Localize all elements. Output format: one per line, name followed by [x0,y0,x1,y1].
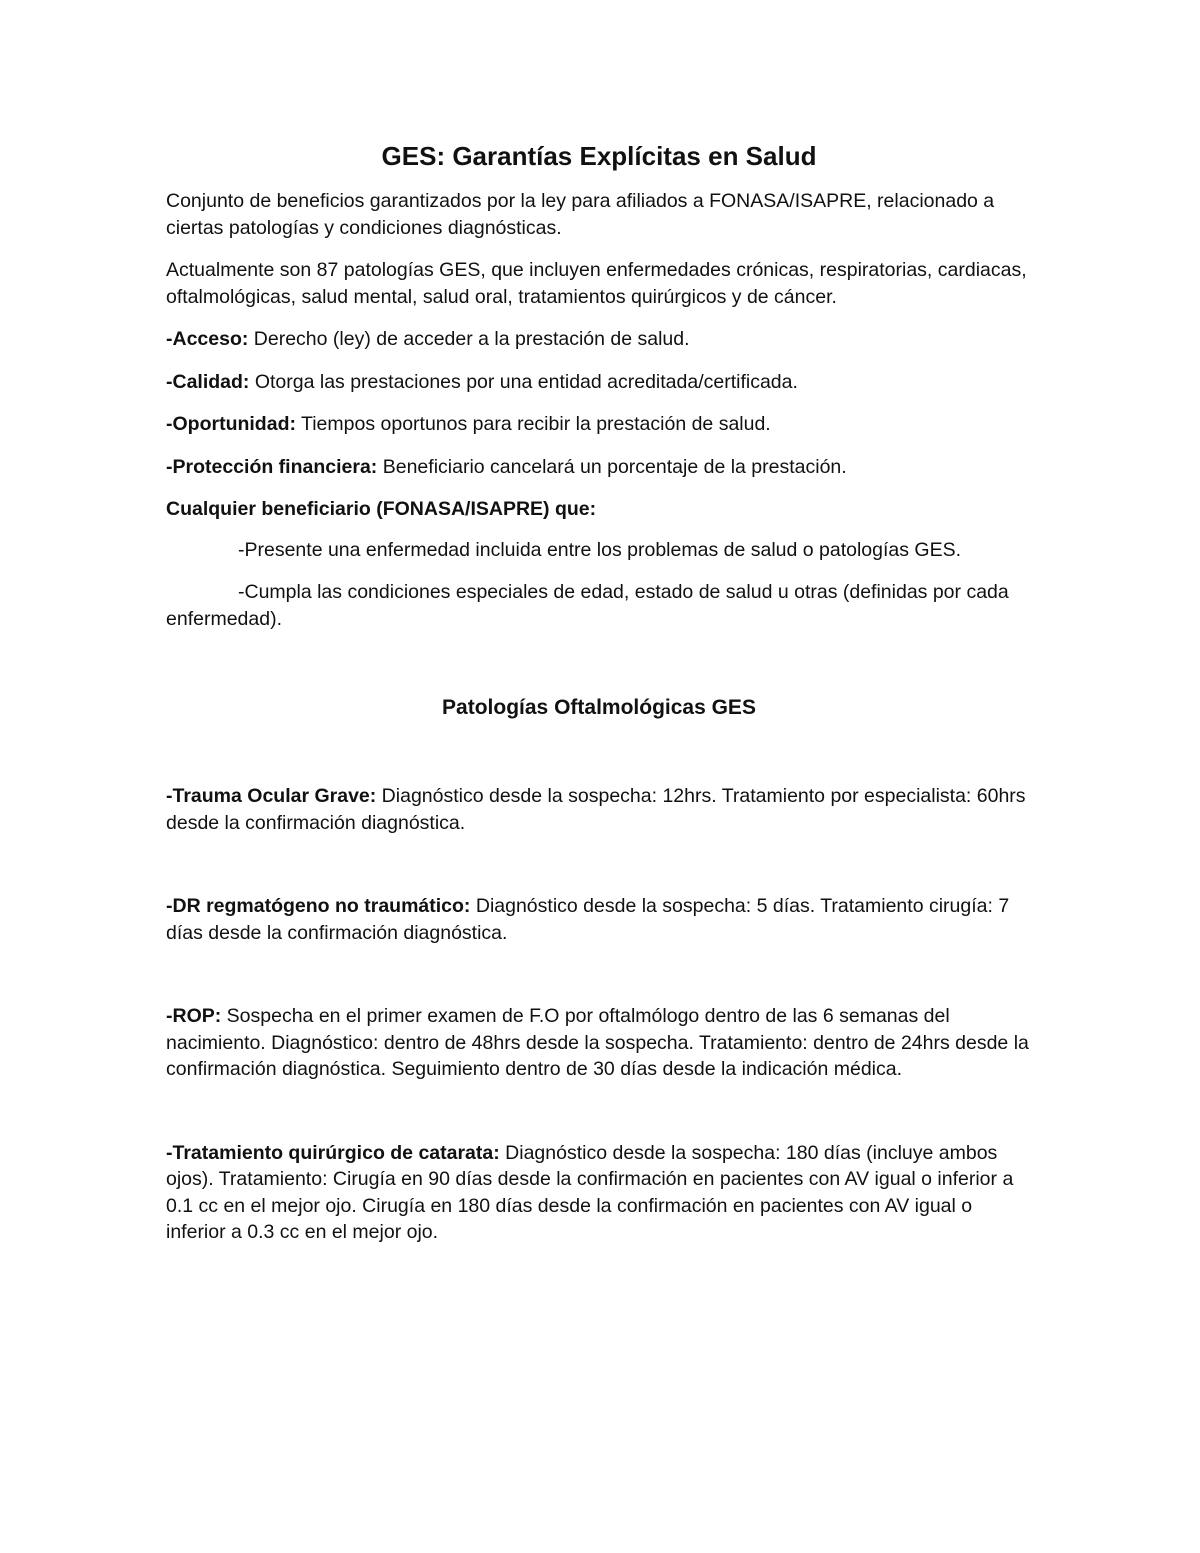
document-body [166,138,1032,1246]
pathology-text: Diagnóstico desde la sospecha: 5 días. Tratamiento cirugía: 7 días desde la confirmación diagnóstica. [166,895,1010,944]
guarantee-oportunidad [166,411,1032,438]
beneficiary-heading [166,496,1032,523]
document-title: GES: Garantías Explícitas en Salud [381,141,817,171]
guarantee-calidad [166,369,1032,396]
pathology-dr-regmatogeno [166,893,1032,946]
pathology-term: -Trauma Ocular Grave: [166,785,377,807]
pathology-rop [166,1003,1032,1083]
beneficiary-item: -Cumpla las condiciones especiales de edad, estado de salud u otras (definidas por cada enfermedad). [166,581,1009,630]
pathology-trauma-ocular [166,783,1032,836]
guarantee-proteccion-financiera [166,454,1032,481]
guarantee-term: -Calidad: [166,370,250,393]
beneficiary-heading-text: Cualquier beneficiario (FONASA/ISAPRE) que: [166,498,597,520]
intro-paragraph: Actualmente son 87 patologías GES, que incluyen enfermedades crónicas, respiratorias, cardiacas, oftalmológicas, salud mental, salud oral, tratamientos quirúrgicos y de cáncer. [166,259,1027,308]
guarantee-text: Beneficiario cancelará un porcentaje de la prestación. [377,455,847,478]
guarantee-acceso [166,326,1032,353]
section-title: Patologías Oftalmológicas GES [442,696,756,719]
guarantee-text: Otorga las prestaciones por una entidad acreditada/certificada. [249,370,798,393]
pathology-text: Sospecha en el primer examen de F.O por oftalmólogo dentro de las 6 semanas del nacimiento. Diagnóstico: dentro de 48hrs desde la sospecha. Tratamiento: dentro de 24hrs desde la confirmación diagnóstica. Seguimiento dentro de 30 días desde la indicación médica. [166,1005,1029,1080]
guarantee-text: Derecho (ley) de acceder a la prestación de salud. [248,328,690,350]
pathology-term: -ROP: [166,1005,222,1027]
pathology-text: Diagnóstico desde la sospecha: 180 días (incluye ambos ojos). Tratamiento: Cirugía en 90 días desde la confirmación en pacientes con AV igual o inferior a 0.1 cc en el mejor ojo. Cirugía en 180 días desde la confirmación en pacientes con AV igual o inferior a 0.3 cc en el mejor ojo. [166,1141,1014,1243]
guarantee-text: Tiempos oportunos para recibir la prestación de salud. [295,413,771,435]
pathology-term: -Tratamiento quirúrgico de catarata: [166,1141,500,1164]
beneficiary-item: -Presente una enfermedad incluida entre los problemas de salud o patologías GES. [238,538,962,561]
guarantee-term: -Acceso: [166,328,249,350]
intro-paragraph: Conjunto de beneficios garantizados por la ley para afiliados a FONASA/ISAPRE, relacionado a ciertas patologías y condiciones diagnósticas. [166,190,995,239]
guarantee-term: -Oportunidad: [166,413,296,435]
guarantee-term: -Protección financiera: [166,455,378,478]
pathology-catarata [166,1140,1032,1246]
pathology-term: -DR regmatógeno no traumático: [166,895,471,917]
pathology-text: Diagnóstico desde la sospecha: 12hrs. Tratamiento por especialista: 60hrs desde la confirmación diagnóstica. [166,785,1026,834]
